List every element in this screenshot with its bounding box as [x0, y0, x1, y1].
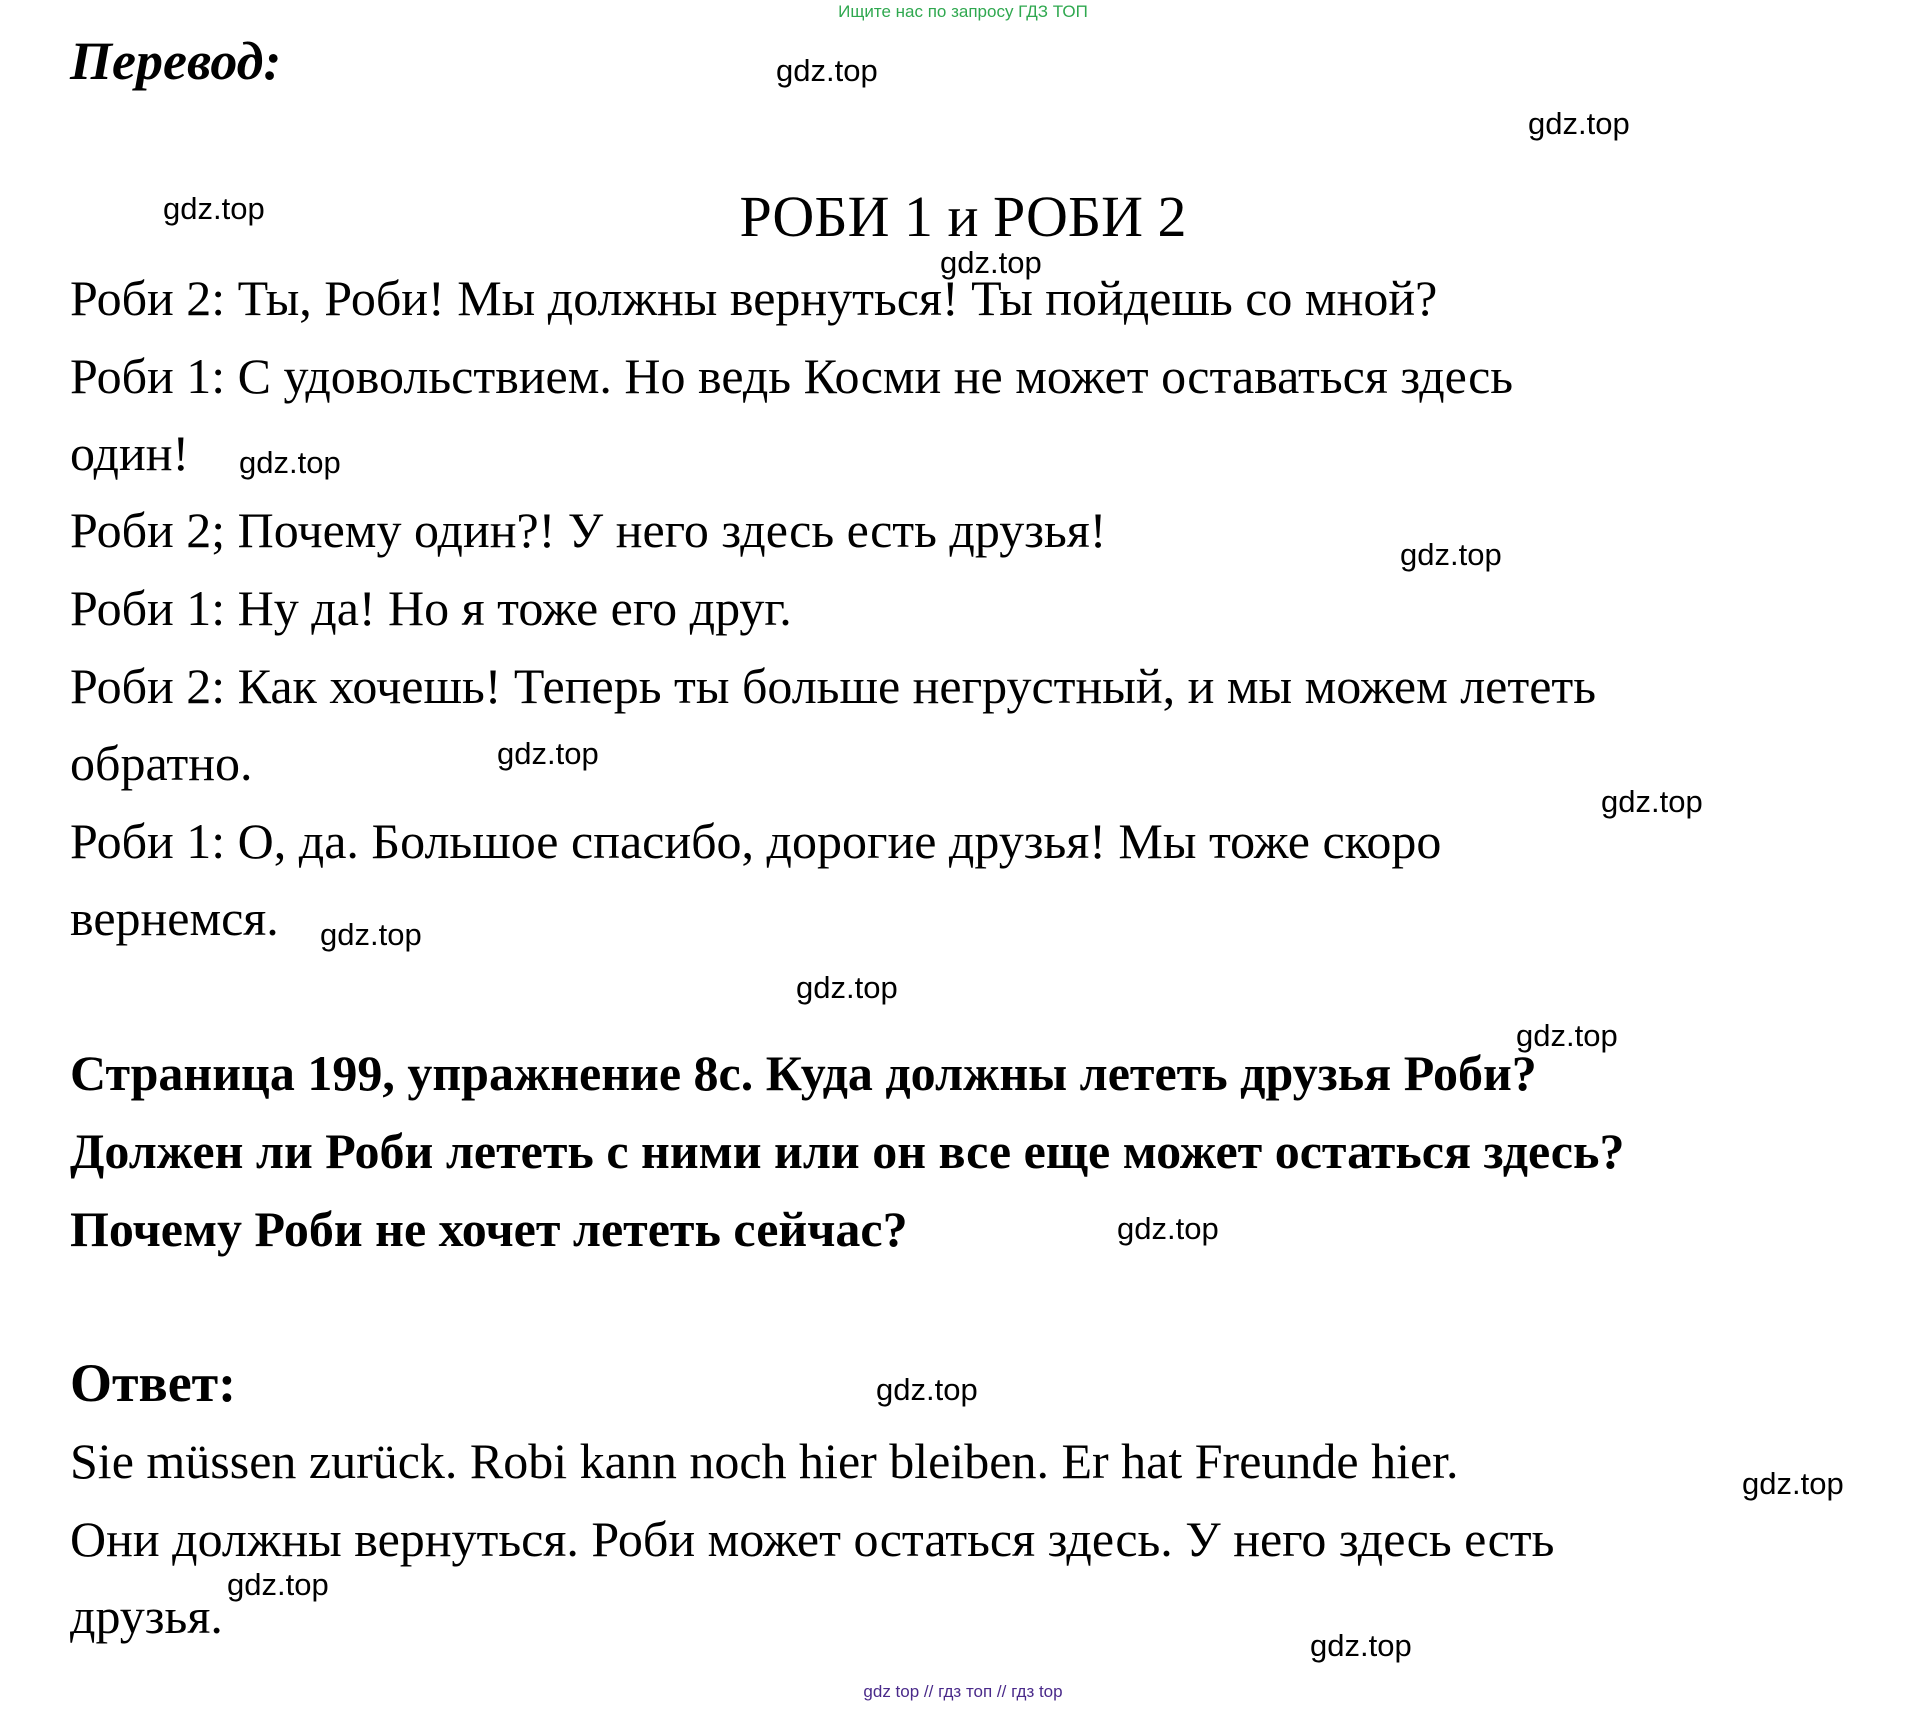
watermark: gdz.top [776, 53, 878, 88]
dialogue-line: обратно. [70, 735, 253, 791]
dialogue-line: Роби 1: С удовольствием. Но ведь Косми не может оставаться здесь [70, 348, 1514, 404]
answer-heading: Ответ: [70, 1353, 237, 1413]
watermark: gdz.top [796, 970, 898, 1005]
dialogue-line: Роби 2: Ты, Роби! Мы должны вернуться! Ты пойдешь со мной? [70, 270, 1438, 326]
answer-line: Они должны вернуться. Роби может остаться здесь. У него здесь есть [70, 1511, 1555, 1567]
watermark: gdz.top [227, 1567, 329, 1602]
dialogue-line: Роби 2; Почему один?! У него здесь есть друзья! [70, 502, 1107, 558]
watermark: gdz.top [320, 917, 422, 952]
watermark: gdz.top [1528, 106, 1630, 141]
answer-line: Sie müssen zurück. Robi kann noch hier bleiben. Er hat Freunde hier. [70, 1433, 1459, 1489]
watermark: gdz.top [163, 191, 265, 226]
task-line: Страница 199, упражнение 8с. Куда должны лететь друзья Роби? [70, 1045, 1537, 1101]
watermark: gdz.top [1310, 1628, 1412, 1663]
watermark: gdz.top [1117, 1211, 1219, 1246]
watermark: gdz.top [239, 445, 341, 480]
watermark: gdz.top [940, 245, 1042, 280]
task-line: Почему Роби не хочет лететь сейчас? [70, 1201, 908, 1257]
dialogue-line: один! [70, 425, 190, 481]
dialogue-line: вернемся. [70, 890, 279, 946]
dialogue-line: Роби 1: О, да. Большое спасибо, дорогие друзья! Мы тоже скоро [70, 813, 1442, 869]
task-line: Должен ли Роби лететь с ними или он все еще может остаться здесь? [70, 1123, 1625, 1179]
watermark: gdz.top [497, 736, 599, 771]
watermark: gdz.top [1742, 1466, 1844, 1501]
answer-line: друзья. [70, 1588, 223, 1644]
watermark: gdz.top [876, 1372, 978, 1407]
top-banner: Ищите нас по запросу ГДЗ ТОП [838, 2, 1088, 21]
translation-heading: Перевод: [70, 31, 282, 91]
dialogue-title: РОБИ 1 и РОБИ 2 [739, 184, 1187, 249]
footer: gdz top // гдз топ // гдз top [863, 1682, 1063, 1701]
watermark: gdz.top [1601, 784, 1703, 819]
dialogue-line: Роби 1: Ну да! Но я тоже его друг. [70, 580, 792, 636]
dialogue-line: Роби 2: Как хочешь! Теперь ты больше негрустный, и мы можем лететь [70, 658, 1597, 714]
watermark: gdz.top [1516, 1018, 1618, 1053]
watermark: gdz.top [1400, 537, 1502, 572]
